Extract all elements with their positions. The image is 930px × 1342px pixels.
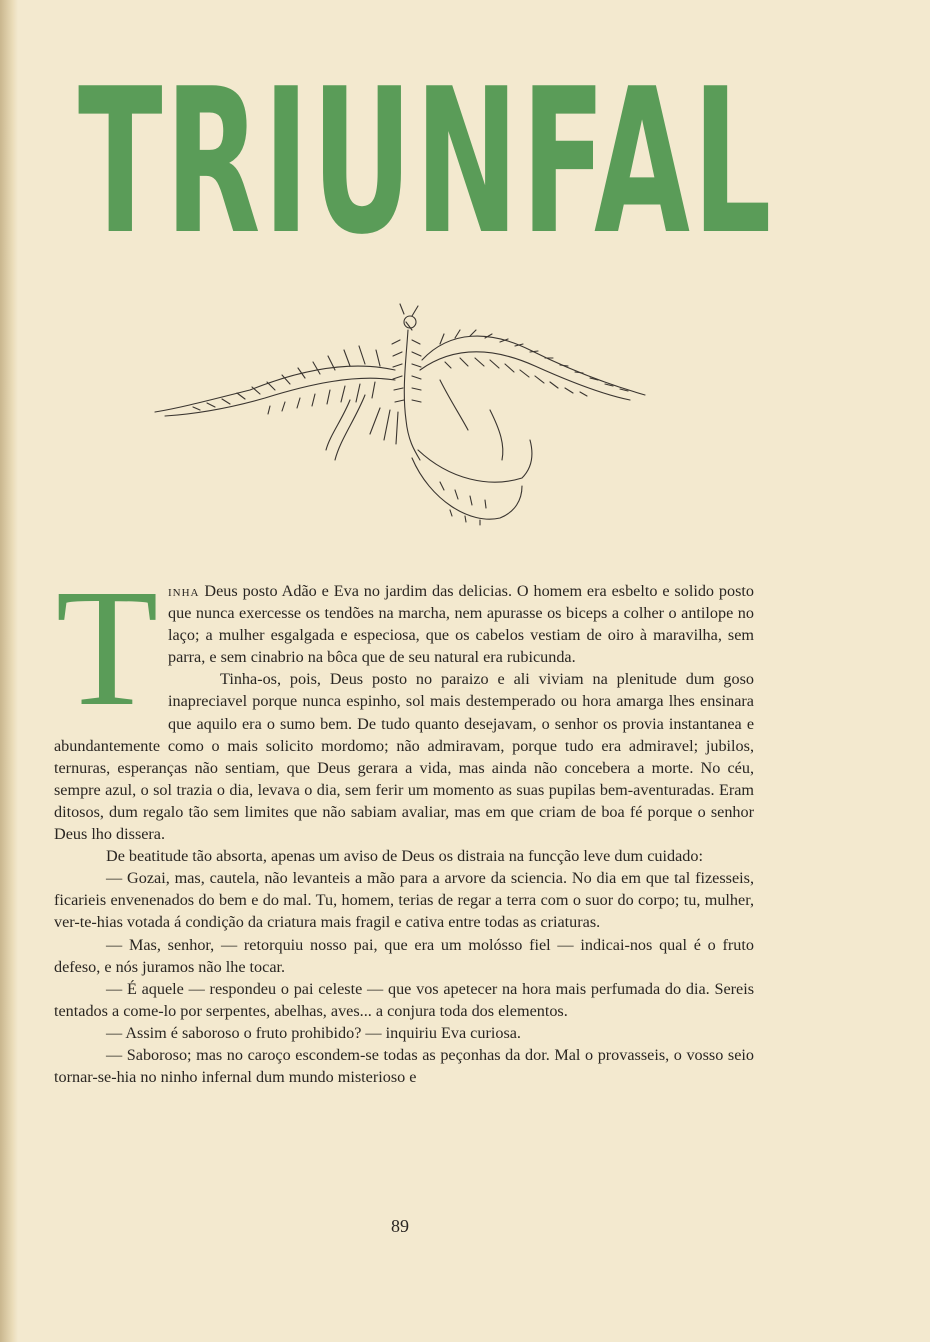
chapter-title: TRIUNFAL <box>78 46 774 279</box>
lead-smallcaps: inha <box>168 582 200 600</box>
drop-cap: T <box>55 555 159 741</box>
paragraph-3: De beatitude tão absorta, apenas um aviso de Deus os distraia na funcção leve dum cuidado: <box>106 847 703 866</box>
paragraph-6: — É aquele — respondeu o pai celeste — que vos apetecer na hora mais perfumada do dia. Sereis tentados a come-lo por serpentes, abelhas, aves... a conjura toda dos elementos. <box>54 979 754 1020</box>
paragraph-8: — Saboroso; mas no caroço escondem-se todas as peçonhas da dor. Mal o provasseis, o vosso seio tornar-se-hia no ninho infernal dum mundo misterioso e <box>54 1045 754 1087</box>
paragraph-1-text: Deus posto Adão e Eva no jardim das delicias. O homem era esbelto e solido posto que nunca exercesse os tendões na marcha, nem apurasse os biceps a colher o antilope no laço; a mulher esgalgada e especiosa, que os cabelos vestiam de oiro à maravilha, sem parra, e sem cinabrio na bôca que de seu natural era rubicunda. <box>168 582 754 667</box>
page-number: 89 <box>391 1216 409 1236</box>
paragraph-1 <box>54 555 754 741</box>
paragraph-7: — Assim é saboroso o fruto prohibido? — inquiriu Eva curiosa. <box>106 1023 521 1042</box>
paragraph-5: — Mas, senhor, — retorquiu nosso pai, que era um molósso fiel — indicai-nos qual é o fruto defeso, e nós juramos não lhe tocar. <box>54 935 754 976</box>
phoenix-bird-icon <box>150 300 650 535</box>
paragraph-4: — Gozai, mas, cautela, não levanteis a mão para a arvore da sciencia. No dia em que tal fizesseis, ficarieis envenenados do bem e do mal. Tu, homem, terias de regar a terra com o suor do corpo; tu, mulher, ver-te-hias votada á condição da criatura mais fragil e cativa entre todas as criaturas. <box>54 869 754 932</box>
page-gutter-shadow <box>0 0 18 1342</box>
paragraph-2: Tinha-os, pois, Deus posto no paraizo e ali viviam na plenitude dum goso inapreciavel porque nunca espinho, sol mais destemperado ou hora amarga lhes ensinara que aquilo era o sumo bem. De tudo quanto desejavam, o senhor os provia instantanea e abundantemente como o mais solicito mordomo; não admiravam, porque tudo era admiravel; jubilos, ternuras, esperanças não sentiam, que Deus gerara a vida, mas ainda não concebera a morte. No céu, sempre azul, o sol trazia o dia, levava o dia, sem ferir um momento as suas pupilas bem-aventuradas. Eram ditosos, dum regalo tão sem limites que não sabiam avaliar, mas em que criam de boa fé porque o senhor Deus lho dissera. <box>54 670 754 844</box>
body-text <box>54 555 754 1088</box>
